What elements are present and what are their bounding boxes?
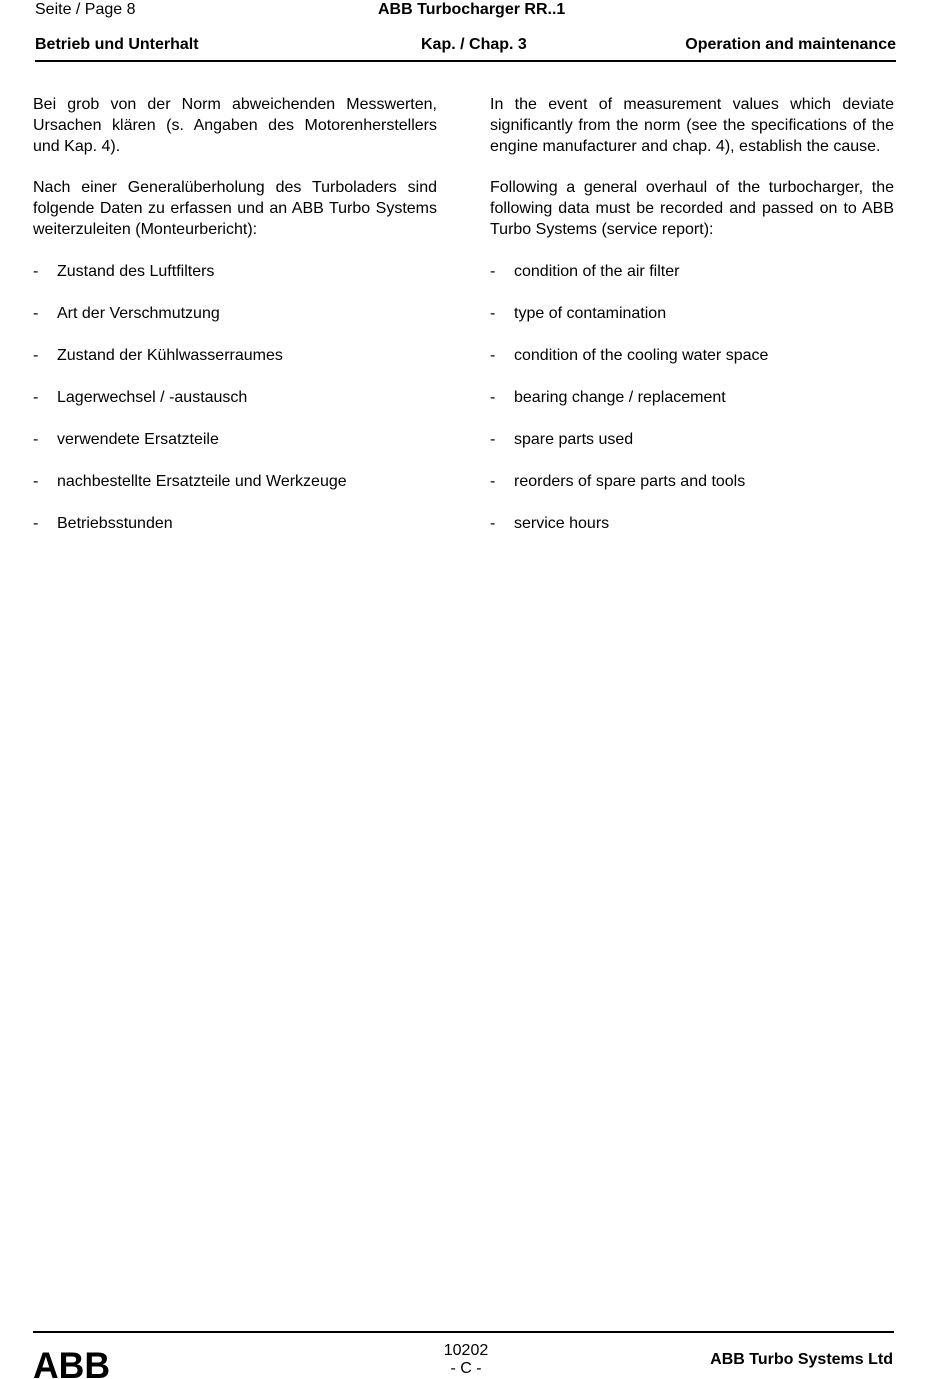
bullet-dash: - [33, 473, 39, 490]
abb-logo [33, 1349, 110, 1379]
list-item-text: condition of the air filter [514, 263, 680, 280]
footer-divider [33, 1331, 894, 1333]
document-number: 10202 [443, 1342, 489, 1359]
list-item-text: verwendete Ersatzteile [57, 431, 219, 448]
company-name: ABB Turbo Systems Ltd [710, 1351, 893, 1368]
list-item-text: bearing change / replacement [514, 389, 726, 406]
list-item [33, 261, 437, 282]
list-item-text: Lagerwechsel / -austausch [57, 389, 248, 406]
list-item-text: reorders of spare parts and tools [514, 473, 746, 490]
list-item [33, 345, 437, 366]
abb-logo-text: ABB [33, 1349, 110, 1379]
revision-label: - C - [450, 1360, 482, 1377]
list-item-text: spare parts used [514, 431, 634, 448]
section-title-de: Betrieb und Unterhalt [35, 36, 199, 53]
list-item [33, 471, 437, 492]
document-title: ABB Turbocharger RR..1 [378, 1, 566, 18]
bullet-dash: - [33, 263, 39, 280]
bullet-dash: - [33, 431, 39, 448]
list-item-text: service hours [514, 515, 610, 532]
list-item-text: Betriebsstunden [57, 515, 173, 532]
chapter-label: Kap. / Chap. 3 [421, 36, 527, 53]
list-item [490, 471, 894, 492]
list-item-text: Art der Verschmutzung [57, 305, 220, 322]
bullet-dash: - [490, 263, 496, 280]
bullet-dash: - [490, 389, 496, 406]
bullet-dash: - [490, 431, 496, 448]
german-column [33, 94, 437, 534]
list-item-text: nachbestellte Ersatzteile und Werkzeuge [57, 473, 347, 490]
page-number: Seite / Page 8 [35, 1, 136, 18]
bullet-dash: - [33, 389, 39, 406]
list-item [33, 303, 437, 324]
bullet-dash: - [33, 305, 39, 322]
bullet-dash: - [490, 473, 496, 490]
list-item-text: Zustand der Kühlwasserraumes [57, 347, 283, 364]
list-item [490, 303, 894, 324]
english-paragraph-2: Following a general overhaul of the turbocharger, the following data must be recorded and passed on to ABB Turbo Systems (service report): [490, 179, 894, 238]
english-list [490, 261, 894, 534]
list-item [33, 387, 437, 408]
section-title-en: Operation and maintenance [685, 36, 896, 53]
list-item-text: Zustand des Luftfilters [57, 263, 215, 280]
list-item [33, 513, 437, 534]
german-paragraph-2: Nach einer Generalüberholung des Turboladers sind folgende Daten zu erfassen und an ABB Turbo Systems weiterzuleiten (Monteurbericht): [33, 179, 437, 238]
header-divider [35, 60, 896, 62]
list-item [490, 261, 894, 282]
list-item [490, 513, 894, 534]
bullet-dash: - [490, 515, 496, 532]
bullet-dash: - [490, 305, 496, 322]
german-paragraph-1: Bei grob von der Norm abweichenden Messwerten, Ursachen klären (s. Angaben des Motorenherstellers und Kap. 4). [33, 96, 437, 155]
list-item [490, 387, 894, 408]
list-item-text: type of contamination [514, 305, 667, 322]
german-list [33, 261, 437, 534]
list-item [33, 429, 437, 450]
list-item [490, 345, 894, 366]
footer-doc-info [430, 1342, 502, 1378]
bullet-dash: - [33, 347, 39, 364]
list-item-text: condition of the cooling water space [514, 347, 769, 364]
bullet-dash: - [490, 347, 496, 364]
english-column [490, 94, 894, 534]
list-item [490, 429, 894, 450]
bullet-dash: - [33, 515, 39, 532]
english-paragraph-1: In the event of measurement values which deviate significantly from the norm (see the specifications of the engine manufacturer and chap. 4), establish the cause. [490, 96, 894, 155]
